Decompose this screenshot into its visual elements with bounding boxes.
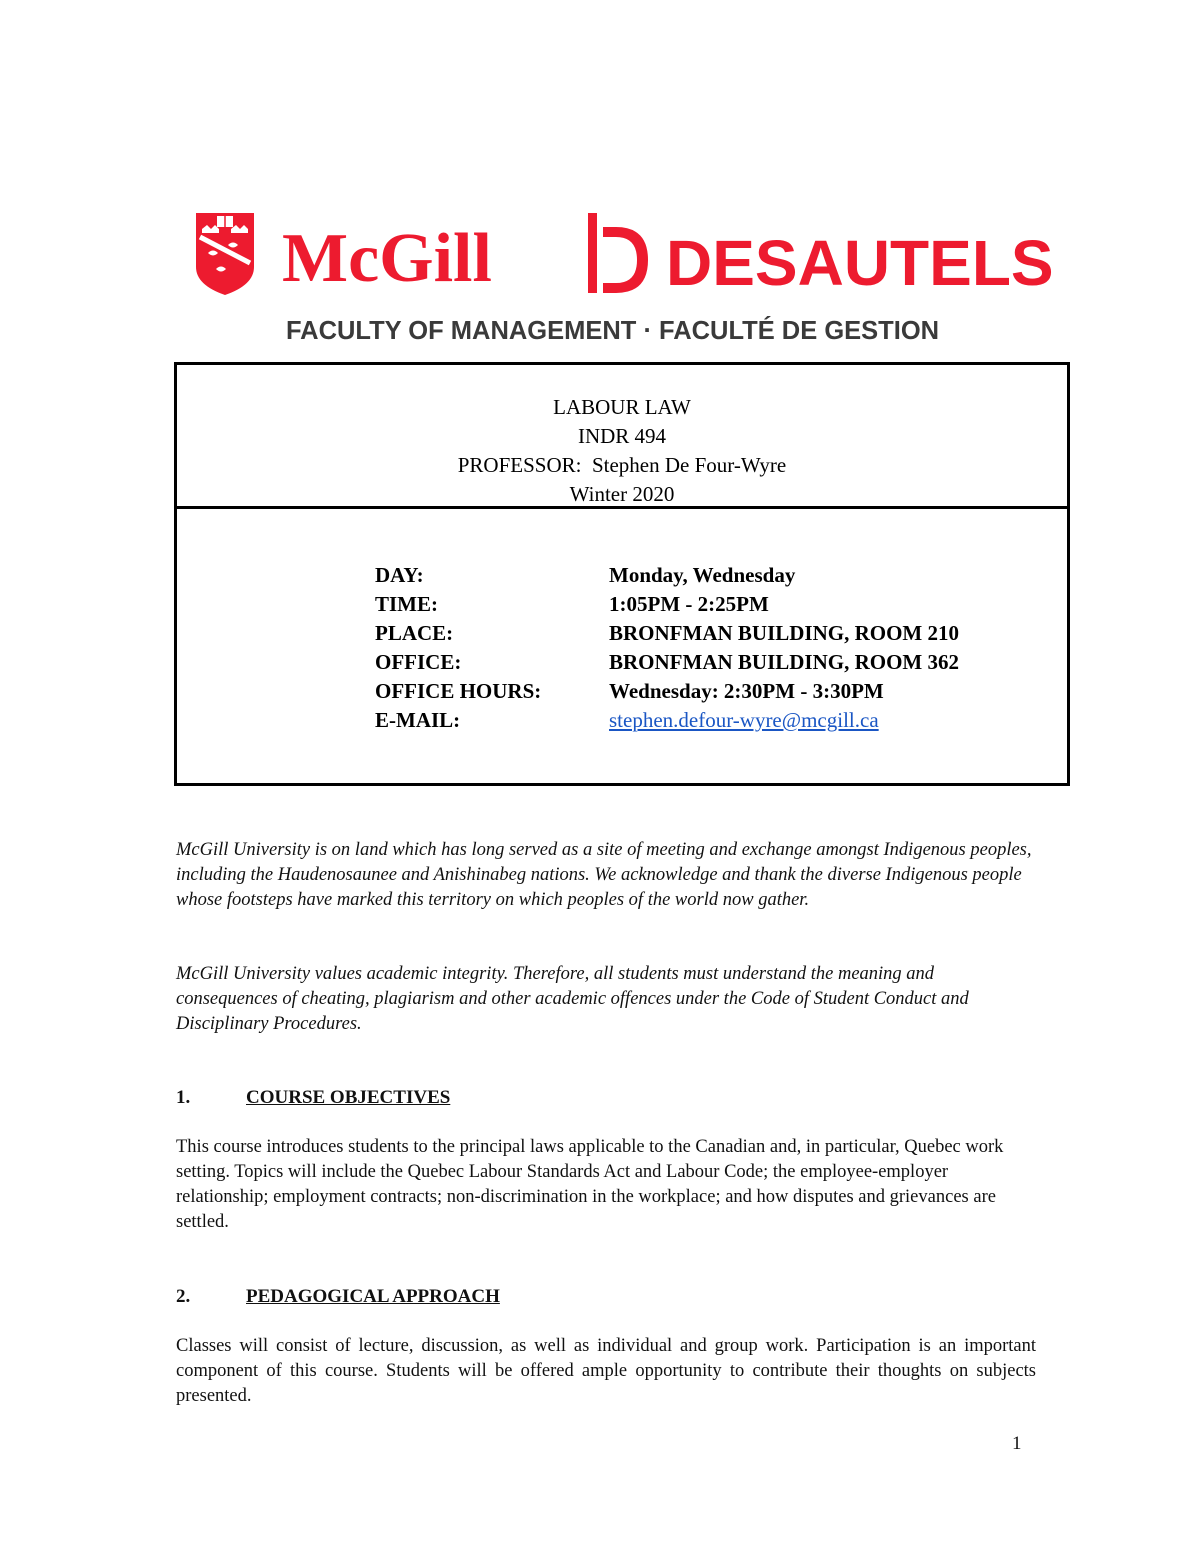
detail-value: Monday, Wednesday	[609, 563, 796, 587]
course-details	[375, 561, 959, 735]
section-number: 2.	[176, 1286, 191, 1307]
professor-line: PROFESSOR: Stephen De Four-Wyre	[457, 453, 787, 477]
logo-graphic	[190, 205, 1054, 355]
page-number: 1	[1012, 1433, 1022, 1454]
mcgill-desautels-logo	[190, 205, 1054, 355]
logo-faculty-text: DESAUTELS	[666, 227, 1054, 299]
course-term: Winter 2020	[569, 482, 675, 506]
detail-row-office-hours	[375, 677, 959, 706]
detail-value: 1:05PM - 2:25PM	[609, 592, 769, 616]
detail-value: Wednesday: 2:30PM - 3:30PM	[609, 679, 884, 703]
logo-tagline: FACULTY OF MANAGEMENT · FACULTÉ DE GESTION	[286, 317, 940, 345]
academic-integrity-statement: McGill University values academic integrity. Therefore, all students must understand the meaning and consequences of cheating, plagiarism and other academic offences under the Code of Student Conduct and Disciplinary Procedures.	[176, 964, 969, 1034]
section-heading-objectives	[176, 1087, 450, 1109]
land-acknowledgement: McGill University is on land which has long served as a site of meeting and exchange amongst Indigenous peoples, including the Haudenosaunee and Anishinabeg nations. We acknowledge and thank the diverse Indigenous people whose footsteps have marked this territory on which peoples of the world now gather.	[176, 840, 1032, 910]
detail-row-day	[375, 561, 959, 590]
course-header	[177, 393, 1067, 509]
section-body-objectives: This course introduces students to the principal laws applicable to the Canadian and, in particular, Quebec work setting. Topics will include the Quebec Labour Standards Act and Labour Code; the employee-employer relationship; employment contracts; non-discrimination in the workplace; and how disputes and grievances are settled.	[176, 1137, 1004, 1232]
detail-label: DAY:	[375, 563, 424, 587]
detail-label: OFFICE:	[375, 650, 462, 674]
section-title: PEDAGOGICAL APPROACH	[246, 1286, 500, 1307]
detail-row-office	[375, 648, 959, 677]
detail-row-email	[375, 706, 959, 735]
course-info-box	[174, 362, 1070, 786]
section-heading-pedagogy	[176, 1286, 500, 1308]
course-code: INDR 494	[577, 424, 667, 448]
logo-university-text: McGill	[282, 220, 492, 297]
section-number: 1.	[176, 1087, 191, 1108]
detail-label: OFFICE HOURS:	[375, 679, 542, 703]
course-title: LABOUR LAW	[553, 395, 691, 419]
desautels-d-icon	[588, 213, 648, 293]
section-title: COURSE OBJECTIVES	[246, 1087, 451, 1108]
email-link[interactable]: stephen.defour-wyre@mcgill.ca	[609, 708, 879, 732]
detail-label: E-MAIL:	[375, 708, 461, 732]
section-body-pedagogy: Classes will consist of lecture, discussion, as well as individual and group work. Participation is an important component of this course. Students will be offered ample opportunity to contribute their thoughts on subjects presented.	[176, 1336, 1036, 1406]
detail-row-time	[375, 590, 959, 619]
detail-value: BRONFMAN BUILDING, ROOM 362	[609, 650, 959, 674]
box-divider	[177, 506, 1067, 509]
mcgill-shield-icon	[196, 213, 254, 295]
detail-row-place	[375, 619, 959, 648]
detail-label: TIME:	[375, 592, 438, 616]
detail-value: BRONFMAN BUILDING, ROOM 210	[609, 621, 959, 645]
detail-label: PLACE:	[375, 621, 454, 645]
